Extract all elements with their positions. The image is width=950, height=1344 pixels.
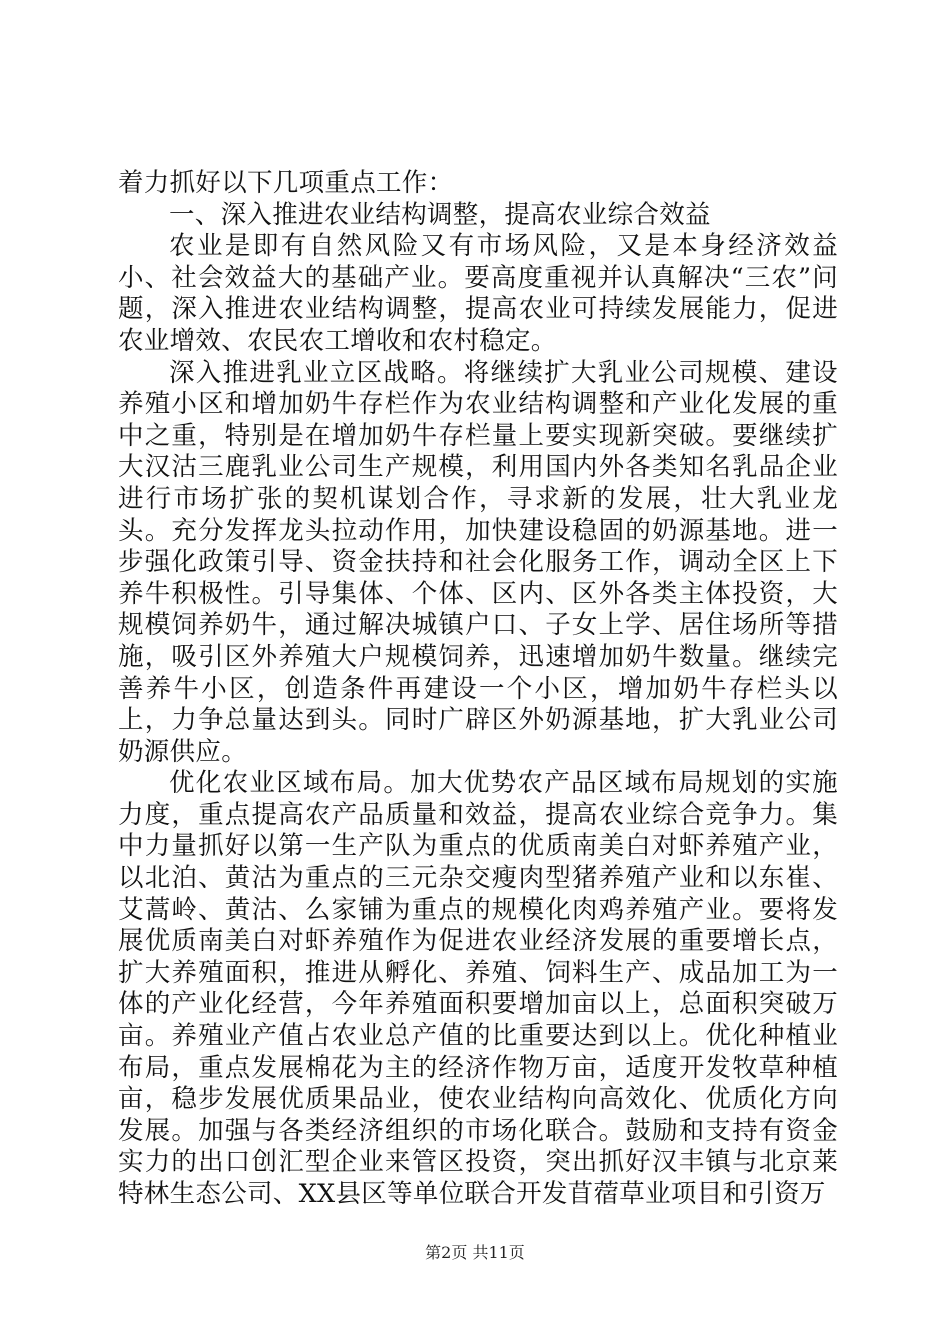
paragraph-dairy: 深入推进乳业立区战略。将继续扩大乳业公司规模、建设养殖小区和增加奶牛存栏作为农业结构调整和产业化发展的重中之重，特别是在增加奶牛存栏量上要实现新突破。要继续扩大汉沽三鹿乳业公司生产规模，利用国内外各类知名乳品企业进行市场扩张的契机谋划合作，寻求新的发展，壮大乳业龙头。充分发挥龙头拉动作用，加快建设稳固的奶源基地。进一步强化政策引导、资金扶持和社会化服务工作，调动全区上下养牛积极性。引导集体、个体、区内、区外各类主体投资，大规模饲养奶牛，通过解决城镇户口、子女上学、居住场所等措施，吸引区外养殖大户规模饲养，迅速增加奶牛数量。继续完善养牛小区，创造条件再建设一个小区，增加奶牛存栏头以上，力争总量达到头。同时广辟区外奶源基地，扩大乳业公司奶源供应。 [118,357,838,767]
paragraph-regional-layout: 优化农业区域布局。加大优势农产品区域布局规划的实施力度，重点提高农产品质量和效益，提高农业综合竞争力。集中力量抓好以第一生产队为重点的优质南美白对虾养殖产业，以北泊、黄沽为重点的三元杂交瘦肉型猪养殖产业和以东崔、艾蒿岭、黄沽、么家铺为重点的规模化肉鸡养殖产业。要将发展优质南美白对虾养殖作为促进农业经济发展的重要增长点，扩大养殖面积，推进从孵化、养殖、饲料生产、成品加工为一体的产业化经营，今年养殖面积要增加亩以上，总面积突破万亩。养殖业产值占农业总产值的比重要达到以上。优化种植业布局，重点发展棉花为主的经济作物万亩，适度开发牧草种植亩，稳步发展优质果品业，使农业结构向高效化、优质化方向发展。加强与各类经济组织的市场化联合。鼓励和支持有资金实力的出口创汇型企业来管区投资，突出抓好汉丰镇与北京莱特林生态公司、XX县区等单位联合开发苜蓿草业项目和引资万 [118,768,838,1209]
page-number-footer: 第2页 共11页 [425,1243,525,1262]
paragraph-intro: 着力抓好以下几项重点工作： [118,168,454,198]
section-heading: 一、深入推进农业结构调整，提高农业综合效益 [169,199,711,230]
paragraph-agriculture: 农业是即有自然风险又有市场风险，又是本身经济效益小、社会效益大的基础产业。要高度重视并认真解决“三农”问题，深入推进农业结构调整，提高农业可持续发展能力，促进农业增效、农民农工增收和农村稳定。 [118,231,838,356]
document-body [118,168,838,1211]
